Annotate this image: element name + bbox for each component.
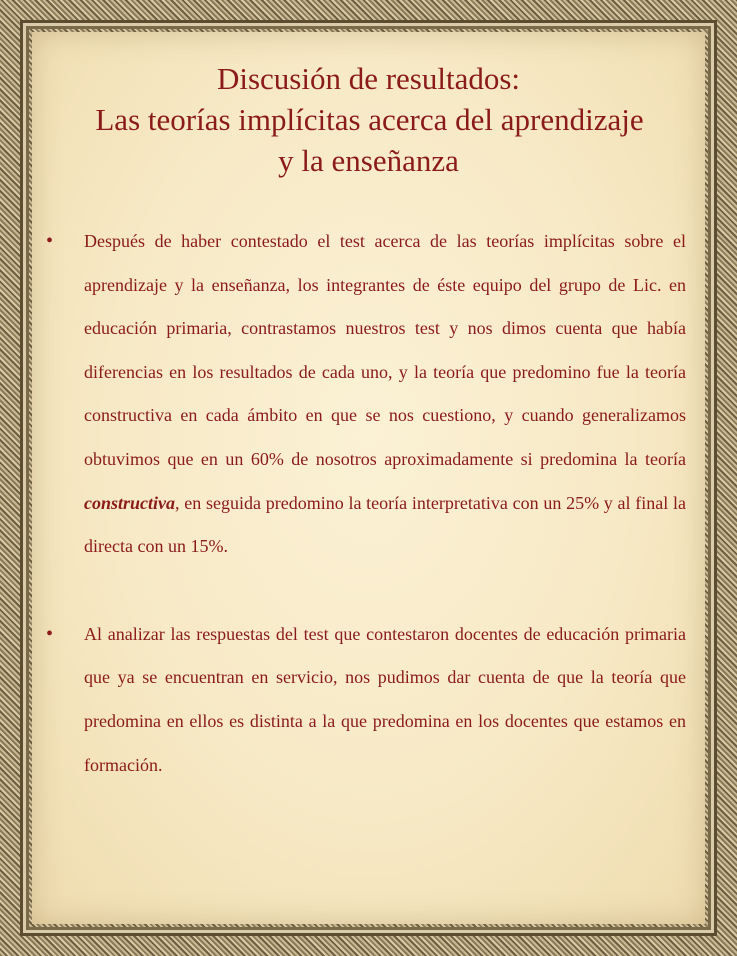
title-line-2: Las teorías implícitas acerca del aprendizaje bbox=[95, 102, 644, 137]
bullet-list bbox=[46, 220, 686, 787]
bullet-text-emphasis: constructiva bbox=[84, 492, 176, 513]
bullet-text: Al analizar las respuestas del test que contestaron docentes de educación primaria que ya se encuentran en servicio, nos pudimos dar cuenta de que la teoría que predomina en ellos es distinta a la que predomina en los docentes que estamos en formación. bbox=[84, 623, 686, 775]
bullet-icon: • bbox=[46, 622, 54, 645]
slide-title bbox=[32, 58, 705, 181]
bullet-item-teachers bbox=[46, 613, 686, 787]
bullet-text-part-2: , en seguida predomino la teoría interpretativa con un 25% y al final la directa con un 15%. bbox=[84, 492, 686, 557]
title-line-1: Discusión de resultados: bbox=[216, 61, 521, 96]
slide-content bbox=[32, 32, 705, 924]
bullet-item-results bbox=[46, 220, 686, 569]
bullet-text-part-1: Después de haber contestado el test acerca de las teorías implícitas sobre el aprendizaje y la enseñanza, los integrantes de éste equipo del grupo de Lic. en educación primaria, contrastamos nuestros test y nos dimos cuenta que había diferencias en los resultados de cada uno, y la teoría que predomino fue la teoría constructiva en cada ámbito en que se nos cuestiono, y cuando generalizamos obtuvimos que en un 60% de nosotros aproximadamente si predomina la teoría bbox=[84, 231, 686, 469]
bullet-icon: • bbox=[46, 230, 54, 252]
title-line-3: y la enseñanza bbox=[278, 143, 459, 178]
